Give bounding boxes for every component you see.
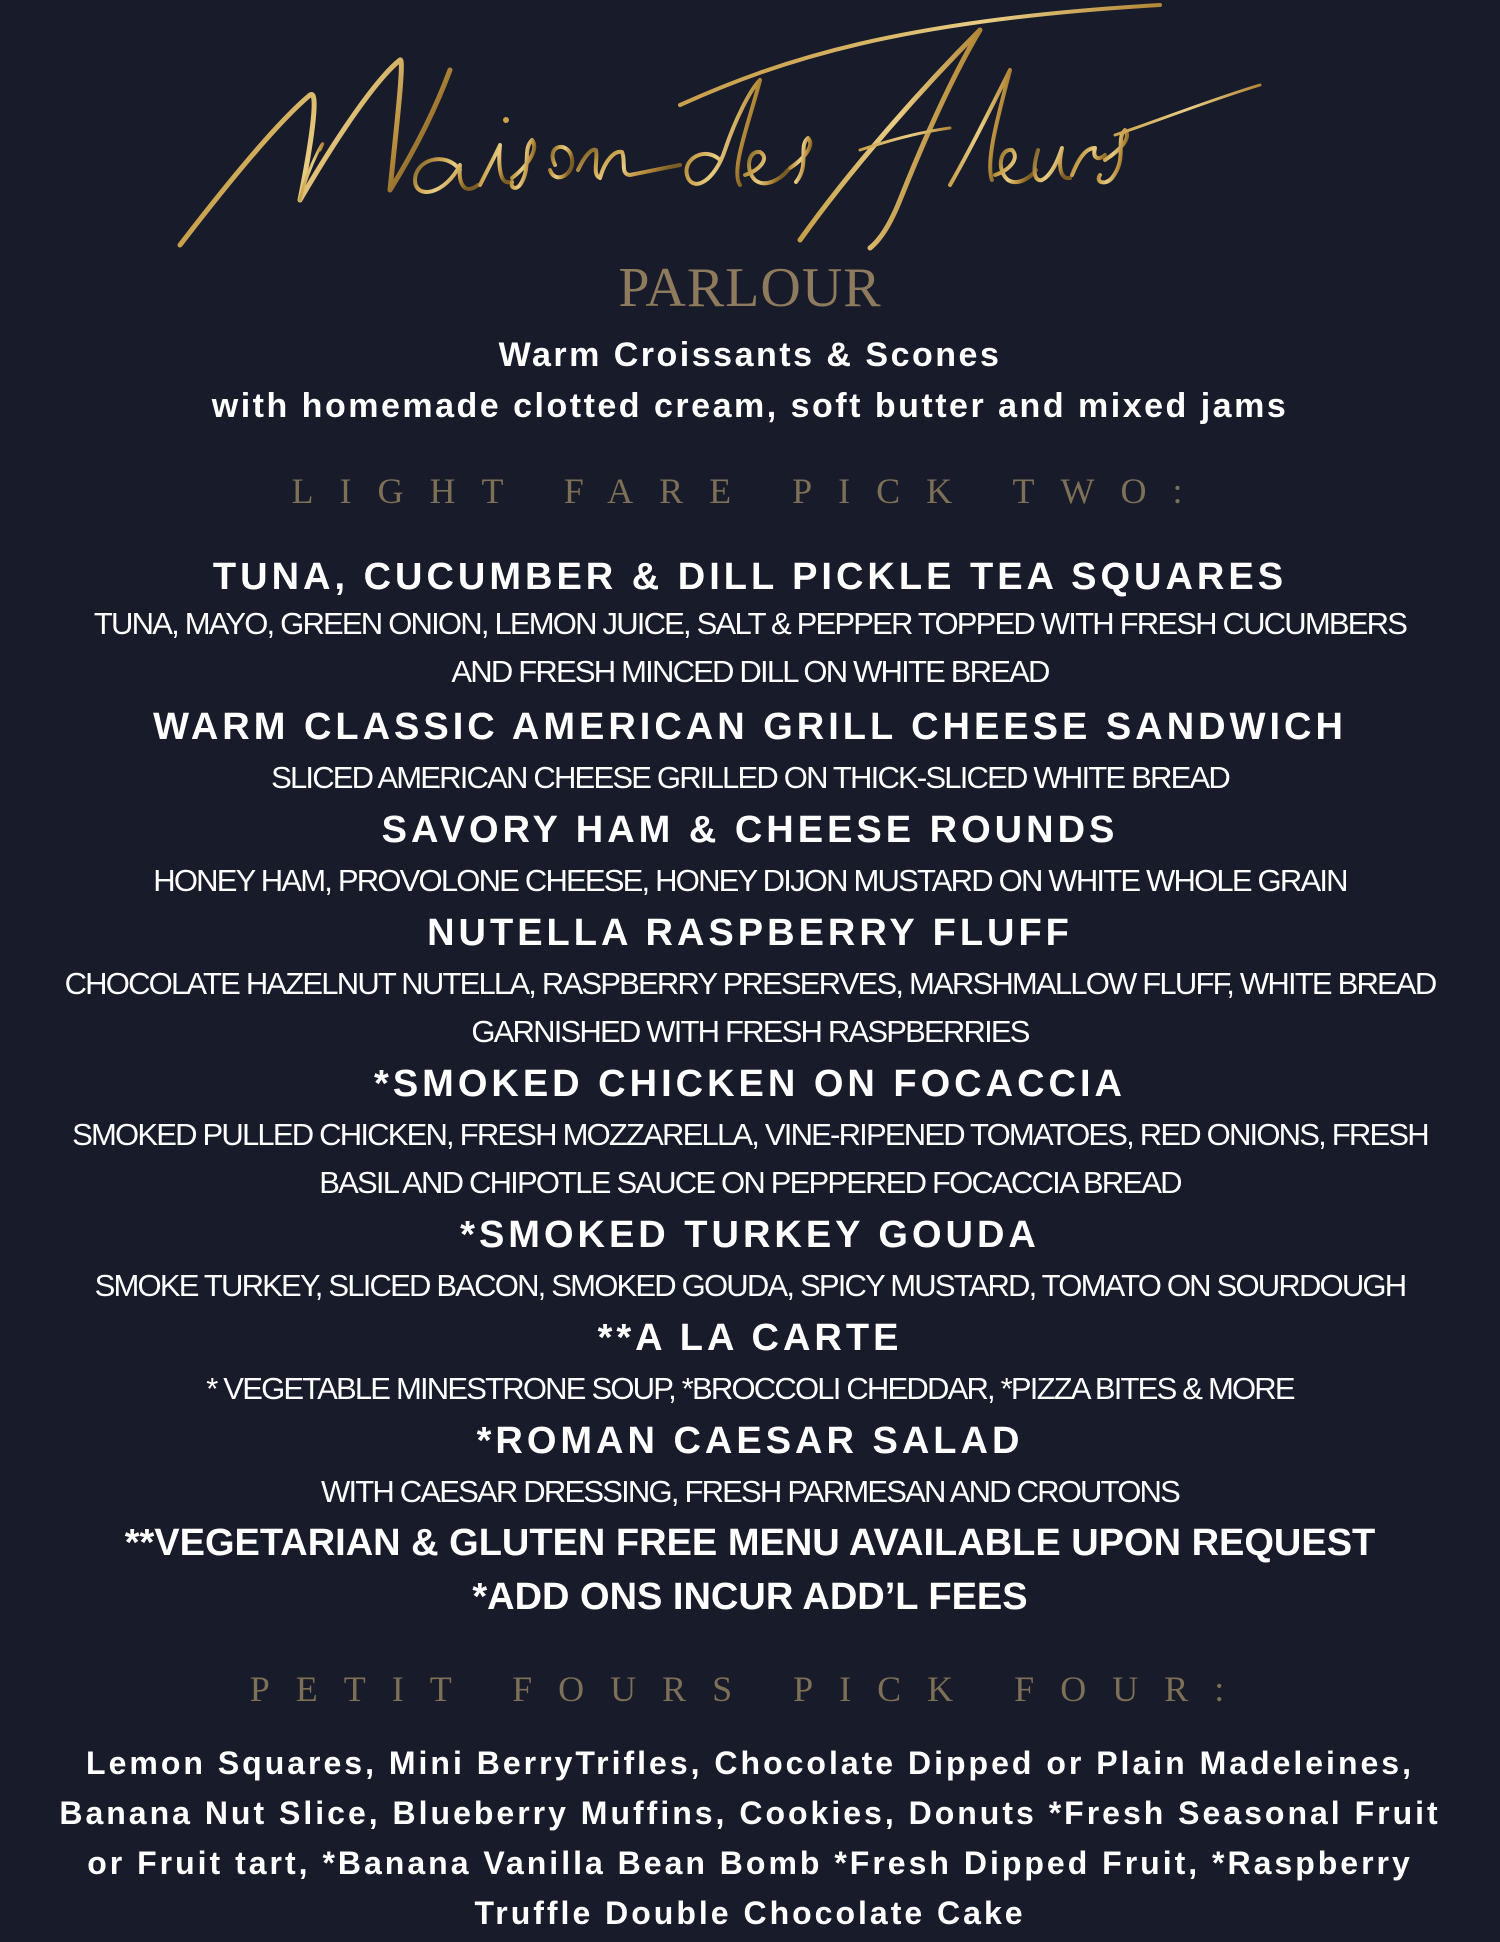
menu-item-desc: SMOKE TURKEY, SLICED BACON, SMOKED GOUDA, SPICY MUSTARD, TOMATO ON SOURDOUGH: [94, 1268, 1406, 1303]
light-fare-heading: LIGHT FARE PICK TWO:: [291, 471, 1209, 511]
menu-item-desc: HONEY HAM, PROVOLONE CHEESE, HONEY DIJON MUSTARD ON WHITE WHOLE GRAIN: [153, 863, 1347, 898]
menu-item-desc: TUNA, MAYO, GREEN ONION, LEMON JUICE, SALT & PEPPER TOPPED WITH FRESH CUCUMBERS: [93, 606, 1407, 641]
dietary-note: **VEGETARIAN & GLUTEN FREE MENU AVAILABLE UPON REQUEST: [124, 1522, 1376, 1564]
menu-item-title: *ROMAN CAESAR SALAD: [476, 1420, 1024, 1462]
menu-item-desc: SLICED AMERICAN CHEESE GRILLED ON THICK-SLICED WHITE BREAD: [271, 760, 1229, 795]
add-ons-note: *ADD ONS INCUR ADD’L FEES: [472, 1576, 1028, 1618]
menu-item-desc: CHOCOLATE HAZELNUT NUTELLA, RASPBERRY PRESERVES, MARSHMALLOW FLUFF, WHITE BREAD: [64, 966, 1436, 1001]
petit-fours-line: or Fruit tart, *Banana Vanilla Bean Bomb *Fresh Dipped Fruit, *Raspberry: [87, 1845, 1413, 1881]
menu-item-title: **A LA CARTE: [597, 1317, 903, 1359]
menu-item-desc: GARNISHED WITH FRESH RASPBERRIES: [471, 1014, 1029, 1049]
petit-fours-heading: PETIT FOURS PICK FOUR:: [249, 1669, 1251, 1709]
menu-item-title: *SMOKED CHICKEN ON FOCACCIA: [374, 1063, 1126, 1105]
petit-fours-line: Lemon Squares, Mini BerryTrifles, Chocolate Dipped or Plain Madeleines,: [86, 1745, 1414, 1781]
menu-item-desc: * VEGETABLE MINESTRONE SOUP, *BROCCOLI CHEDDAR, *PIZZA BITES & MORE: [206, 1371, 1294, 1406]
petit-fours-list: [0, 1738, 1500, 1938]
parlour-subtitle: PARLOUR: [618, 257, 882, 319]
petit-fours-line: Truffle Double Chocolate Cake: [474, 1895, 1026, 1931]
menu-item-title: *SMOKED TURKEY GOUDA: [460, 1214, 1040, 1256]
menu-item-title: SAVORY HAM & CHEESE ROUNDS: [381, 809, 1119, 851]
menu-item-title: TUNA, CUCUMBER & DILL PICKLE TEA SQUARES: [212, 556, 1288, 598]
menu-item-desc: AND FRESH MINCED DILL ON WHITE BREAD: [451, 654, 1049, 689]
menu-item-desc: BASIL AND CHIPOTLE SAUCE ON PEPPERED FOCACCIA BREAD: [319, 1165, 1181, 1200]
menu-item-desc: WITH CAESAR DRESSING, FRESH PARMESAN AND CROUTONS: [321, 1474, 1179, 1509]
petit-fours-line: Banana Nut Slice, Blueberry Muffins, Cookies, Donuts *Fresh Seasonal Fruit: [59, 1795, 1441, 1831]
menu-item-desc: SMOKED PULLED CHICKEN, FRESH MOZZARELLA, VINE-RIPENED TOMATOES, RED ONIONS, FRESH: [72, 1117, 1428, 1152]
menu-item-title: NUTELLA RASPBERRY FLUFF: [427, 912, 1073, 954]
intro-line-1: Warm Croissants & Scones: [498, 336, 1002, 374]
intro-line-2: with homemade clotted cream, soft butter and mixed jams: [211, 387, 1289, 425]
menu-item-title: WARM CLASSIC AMERICAN GRILL CHEESE SANDWICH: [153, 706, 1347, 748]
maison-des-fleurs-logo: [160, 0, 1280, 270]
